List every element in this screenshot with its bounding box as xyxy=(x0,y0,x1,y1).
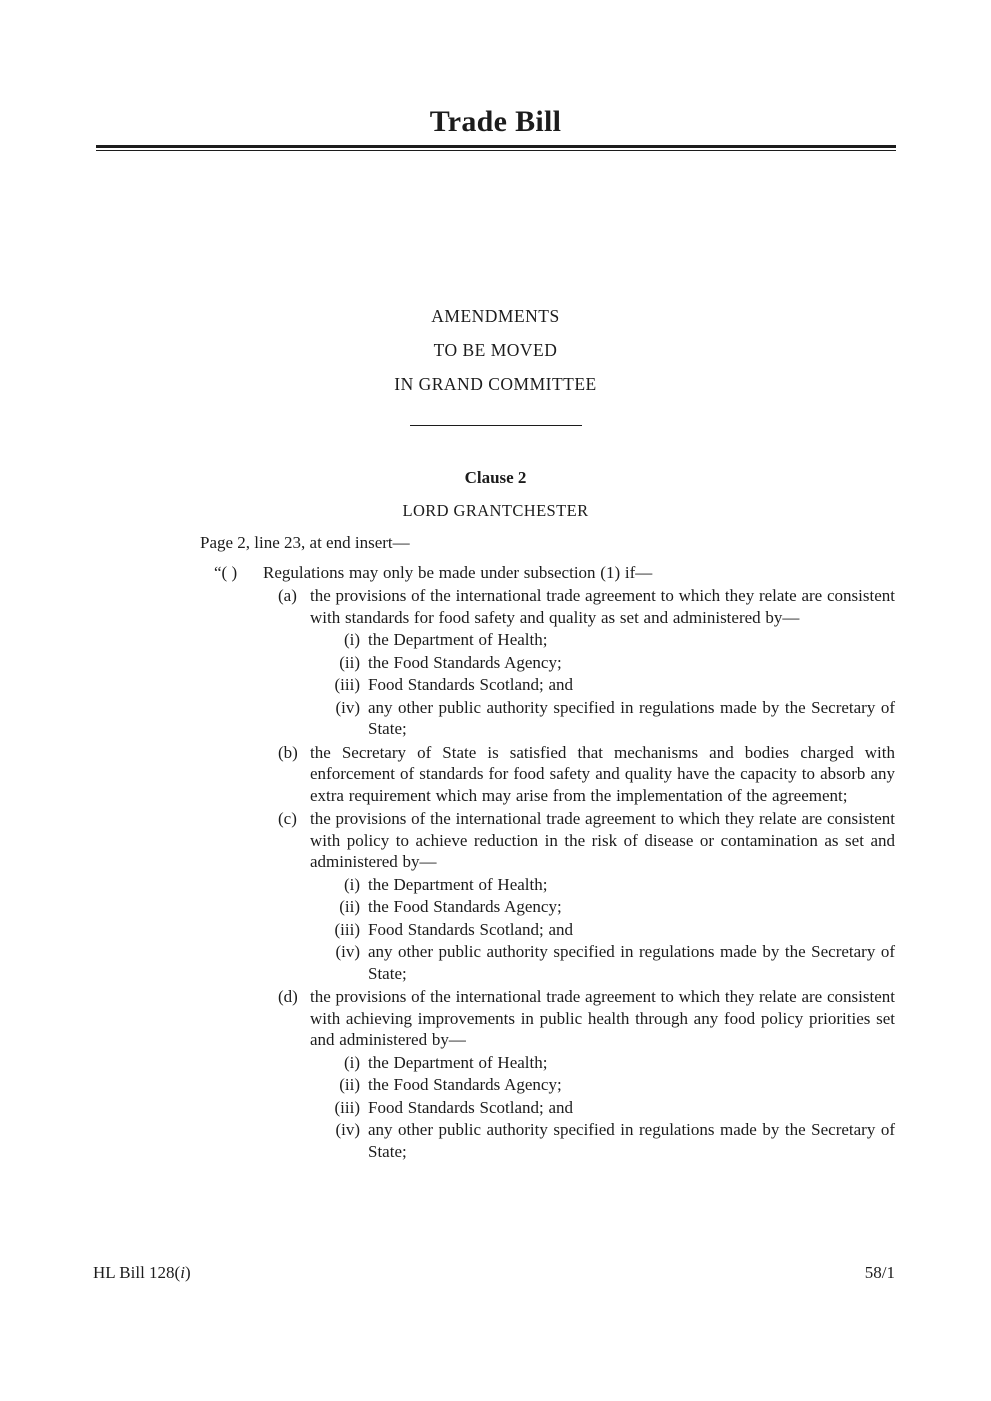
subitem-text: Food Standards Scotland; and xyxy=(368,1097,574,1117)
amendment-subitem xyxy=(330,1074,895,1096)
mover-name: LORD GRANTCHESTER xyxy=(402,501,589,520)
item-label: (a) xyxy=(278,586,297,605)
subitem-text: Food Standards Scotland; and xyxy=(368,675,574,694)
heading-line-committee: IN GRAND COMMITTEE xyxy=(394,374,597,394)
subitem-label: (iii) xyxy=(334,1097,360,1117)
amendment-item-a xyxy=(278,585,895,628)
item-text: the Secretary of State is satisfied that mechanisms and bodies charged with enforcement of standards for food safety and quality have the capacity to absorb any extra requirement which may arise from the implementation of the agreement; xyxy=(310,742,895,805)
amendment-subitem xyxy=(330,941,895,984)
subitem-label: (i) xyxy=(343,630,360,649)
amendment-sheet-number: 58/1 xyxy=(864,1263,895,1282)
amendment-subitem xyxy=(330,1119,895,1162)
subitem-text: any other public authority specified in regulations made by the Secretary of State; xyxy=(368,1120,895,1161)
item-text: the provisions of the international trade agreement to which they relate are consistent with achieving improvements in public health through any food policy priorities set and administered by— xyxy=(310,987,895,1049)
amendment-subitem xyxy=(330,874,895,896)
subitem-label: (iii) xyxy=(334,675,360,694)
subitem-text: Food Standards Scotland; and xyxy=(368,919,574,939)
bill-number xyxy=(93,1262,191,1283)
subitem-text: the Food Standards Agency; xyxy=(368,1075,562,1094)
bill-number-italic: i xyxy=(180,1263,185,1282)
amendment-subitem xyxy=(330,919,895,941)
amendment-subitem xyxy=(330,1097,895,1119)
page-footer xyxy=(93,1262,895,1283)
amendment-subitem xyxy=(330,896,895,918)
amendment-instruction: Page 2, line 23, at end insert— xyxy=(200,533,410,552)
subitem-text: the Food Standards Agency; xyxy=(368,897,562,916)
subitem-label: (ii) xyxy=(339,1075,360,1094)
subitem-label: (i) xyxy=(343,874,360,894)
subitem-label: (i) xyxy=(343,1052,360,1072)
subitem-label: (iii) xyxy=(334,919,360,939)
clause-heading: Clause 2 xyxy=(464,468,527,487)
amendment-subitem xyxy=(330,1052,895,1074)
amendment-subitem xyxy=(330,652,895,674)
section-divider-rule xyxy=(410,425,582,426)
amendment-subitem xyxy=(330,697,895,740)
subitem-text: the Department of Health; xyxy=(368,1052,548,1072)
heading-line-amendments: AMENDMENTS xyxy=(431,306,560,326)
subitem-text: the Department of Health; xyxy=(368,630,548,649)
title-double-rule xyxy=(96,145,896,151)
subitem-label: (ii) xyxy=(339,652,360,672)
subitem-text: the Department of Health; xyxy=(368,874,548,894)
amendment-item-d xyxy=(278,986,895,1051)
subitem-text: any other public authority specified in regulations made by the Secretary of State; xyxy=(368,697,895,738)
subitem-text: any other public authority specified in regulations made by the Secretary of State; xyxy=(368,942,895,983)
item-text: the provisions of the international trade agreement to which they relate are consistent with standards for food safety and quality as set and administered by— xyxy=(310,586,895,627)
amendment-item-b xyxy=(278,742,895,807)
document-title: Trade Bill xyxy=(429,105,562,138)
subitem-label: (ii) xyxy=(339,897,360,916)
intro-label: “( ) xyxy=(214,562,238,582)
item-label: (c) xyxy=(278,809,297,828)
subitem-text: the Food Standards Agency; xyxy=(368,652,562,672)
amendment-item-c xyxy=(278,808,895,873)
bill-number-prefix: HL Bill 128( xyxy=(93,1263,181,1282)
subitem-label: (iv) xyxy=(335,697,360,717)
item-label: (d) xyxy=(278,987,298,1006)
amendments-heading-block xyxy=(0,299,991,426)
item-label: (b) xyxy=(278,742,298,762)
subitem-label: (iv) xyxy=(335,942,360,961)
item-text: the provisions of the international trade agreement to which they relate are consistent with policy to achieve reduction in the risk of disease or contamination as set and administered by— xyxy=(310,809,895,871)
amendment-subitem xyxy=(330,629,895,651)
heading-line-to-be-moved: TO BE MOVED xyxy=(433,340,558,360)
subitem-label: (iv) xyxy=(335,1120,360,1139)
amendment-intro-row xyxy=(214,562,895,584)
amendment-subitem xyxy=(330,674,895,696)
intro-text: Regulations may only be made under subsection (1) if— xyxy=(263,562,653,582)
bill-number-suffix: ) xyxy=(184,1263,191,1282)
